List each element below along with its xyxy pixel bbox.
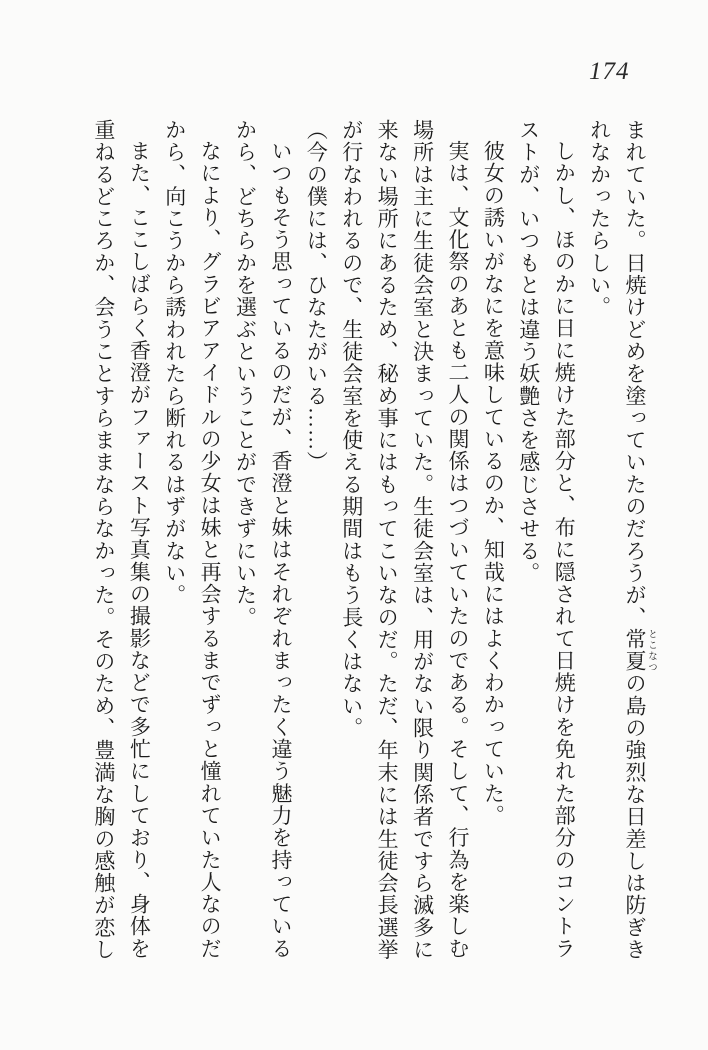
paragraph-3: 彼女の誘いがなにを意味しているのか、知哉にはよくわかっていた。 <box>481 140 506 827</box>
page-number: 174 <box>589 58 630 85</box>
paragraph-4: 実は、文化祭のあとも二人の関係はつづいていたのである。そして、行為を楽しむ場所は主に生徒会室と決まっていた。生徒会室は、用がない限り関係者ですら滅多に来ない場所にあるため、秘め事にはもってこいなのだ。ただ、年末には生徒会長選挙が行なわれるので、生徒会室を使える期間はもう長くはない。 <box>339 119 470 961</box>
paragraph-1: まれていた。日焼けどめを塗っていたのだろうが、常夏 とこなつの島の強烈な日差しは防ぎきれなかったらしい。 <box>587 119 656 961</box>
paragraph-2: しかし、ほのかに日に焼けた部分と、布に隠されて日焼けを免れた部分のコントラストが、いつもとは違う妖艶さを感じさせる。 <box>516 119 577 960</box>
paragraph-5: （今の僕には、ひなたがいる……） <box>304 119 329 474</box>
text-body <box>86 119 657 968</box>
paragraph-6: いつもそう思っているのだが、香澄と妹はそれぞれまったく違う魅力を持っているから、どちらかを選ぶということができずにいた。 <box>233 119 293 960</box>
furigana-term: 常夏 とこなつ <box>623 628 656 673</box>
paragraph-8: また、ここしばらく香澄がファースト写真集の撮影などで多忙にしており、身体を重ねるどころか、会うことすらままならなかった。そのため、豊満な胸の感触が恋し <box>91 119 152 961</box>
furigana-reading: とこなつ <box>646 628 656 673</box>
paragraph-7: なにより、グラビアアイドルの少女は妹と再会するまでずっと憧れていた人なのだから、向こうから誘われたら断れるはずがない。 <box>162 119 223 960</box>
